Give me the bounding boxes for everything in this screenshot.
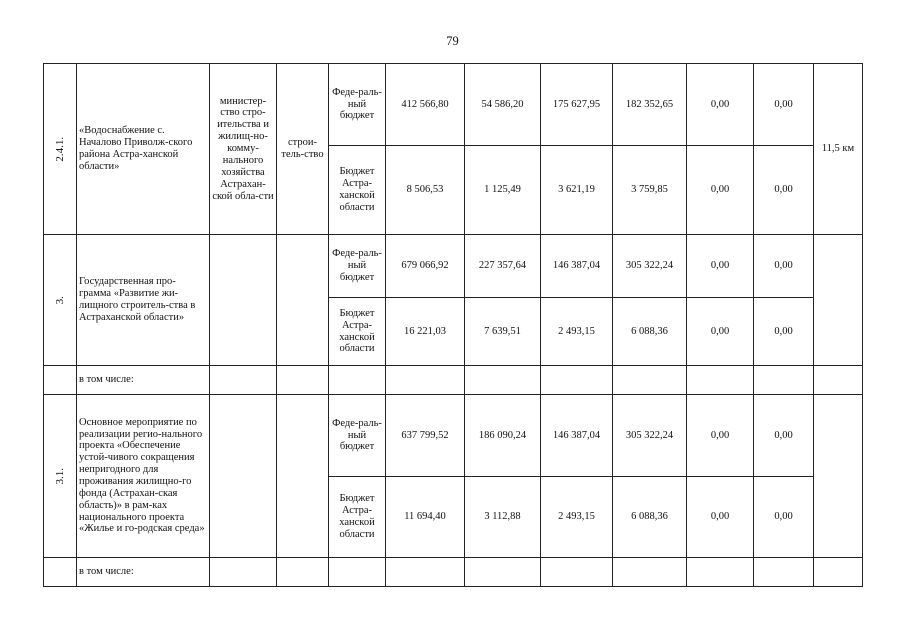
measure-type-cell: строи-тель-ство — [277, 64, 329, 235]
value-cell: 6 088,36 — [613, 298, 687, 366]
value-cell: 146 387,04 — [541, 395, 613, 477]
value-cell: 637 799,52 — [386, 395, 465, 477]
value-cell: 305 322,24 — [613, 235, 687, 298]
funding-source-label: Феде-раль-ный бюджет — [329, 64, 386, 146]
measure-name: Основное мероприятие по реализации регио-нального проекта «Обеспечение устой-чивого сокращения непригодного для проживания жилищно-го фонда (Астрахан-ская область)» в рам-ках национального проекта «Жилье и го-родская среда» — [77, 395, 210, 558]
table-row — [44, 558, 863, 587]
funding-source-label: Бюджет Астра-ханской области — [329, 146, 386, 235]
value-cell: 146 387,04 — [541, 235, 613, 298]
funding-source-label: Бюджет Астра-ханской области — [329, 298, 386, 366]
value-cell: 6 088,36 — [613, 477, 687, 558]
executor-cell: министер-ство стро-ительства и жилищ-но-комму-нального хозяйства Астрахан-ской обла-сти — [210, 64, 277, 235]
value-cell: 54 586,20 — [465, 64, 541, 146]
measure-type-cell — [277, 395, 329, 558]
value-cell: 0,00 — [754, 146, 814, 235]
value-cell: 3 112,88 — [465, 477, 541, 558]
value-cell: 0,00 — [754, 235, 814, 298]
value-cell: 8 506,53 — [386, 146, 465, 235]
value-cell: 3 759,85 — [613, 146, 687, 235]
value-cell: 11 694,40 — [386, 477, 465, 558]
row-index: 3.1. — [53, 467, 66, 485]
value-cell: 0,00 — [687, 146, 754, 235]
value-cell: 679 066,92 — [386, 235, 465, 298]
value-cell: 2 493,15 — [541, 477, 613, 558]
value-cell: 0,00 — [687, 477, 754, 558]
value-cell: 412 566,80 — [386, 64, 465, 146]
value-cell: 186 090,24 — [465, 395, 541, 477]
table-row — [44, 235, 863, 298]
funding-source-label: Бюджет Астра-ханской области — [329, 477, 386, 558]
funding-source-label: Феде-раль-ный бюджет — [329, 395, 386, 477]
value-cell: 305 322,24 — [613, 395, 687, 477]
value-cell: 227 357,64 — [465, 235, 541, 298]
value-cell: 0,00 — [754, 477, 814, 558]
row-index-cell — [44, 395, 77, 558]
including-label: в том числе: — [77, 558, 210, 587]
measure-type-cell — [277, 235, 329, 366]
value-cell: 16 221,03 — [386, 298, 465, 366]
measure-name: Государственная про-грамма «Развитие жи-лищного строитель-ства в Астраханской области» — [77, 235, 210, 366]
budget-table — [43, 63, 863, 587]
executor-cell — [210, 235, 277, 366]
row-index-cell — [44, 64, 77, 235]
measure-name: «Водоснабжение с. Началово Приволж-ского района Астра-ханской области» — [77, 64, 210, 235]
value-cell: 0,00 — [754, 395, 814, 477]
value-cell: 0,00 — [687, 64, 754, 146]
row-index: 3. — [53, 295, 66, 304]
including-label: в том числе: — [77, 366, 210, 395]
value-cell: 0,00 — [687, 395, 754, 477]
row-index: 2.4.1. — [53, 136, 66, 162]
indicator-cell — [814, 235, 863, 366]
value-cell: 2 493,15 — [541, 298, 613, 366]
value-cell: 7 639,51 — [465, 298, 541, 366]
value-cell: 0,00 — [754, 64, 814, 146]
value-cell: 1 125,49 — [465, 146, 541, 235]
value-cell: 175 627,95 — [541, 64, 613, 146]
value-cell: 0,00 — [687, 235, 754, 298]
page-number: 79 — [446, 34, 459, 48]
indicator-cell: 11,5 км — [814, 64, 863, 235]
executor-cell — [210, 395, 277, 558]
table-row — [44, 395, 863, 477]
value-cell: 3 621,19 — [541, 146, 613, 235]
value-cell: 182 352,65 — [613, 64, 687, 146]
indicator-cell — [814, 395, 863, 558]
value-cell: 0,00 — [687, 298, 754, 366]
funding-source-label: Феде-раль-ный бюджет — [329, 235, 386, 298]
table-row — [44, 366, 863, 395]
table-row — [44, 64, 863, 146]
value-cell: 0,00 — [754, 298, 814, 366]
row-index-cell — [44, 235, 77, 366]
